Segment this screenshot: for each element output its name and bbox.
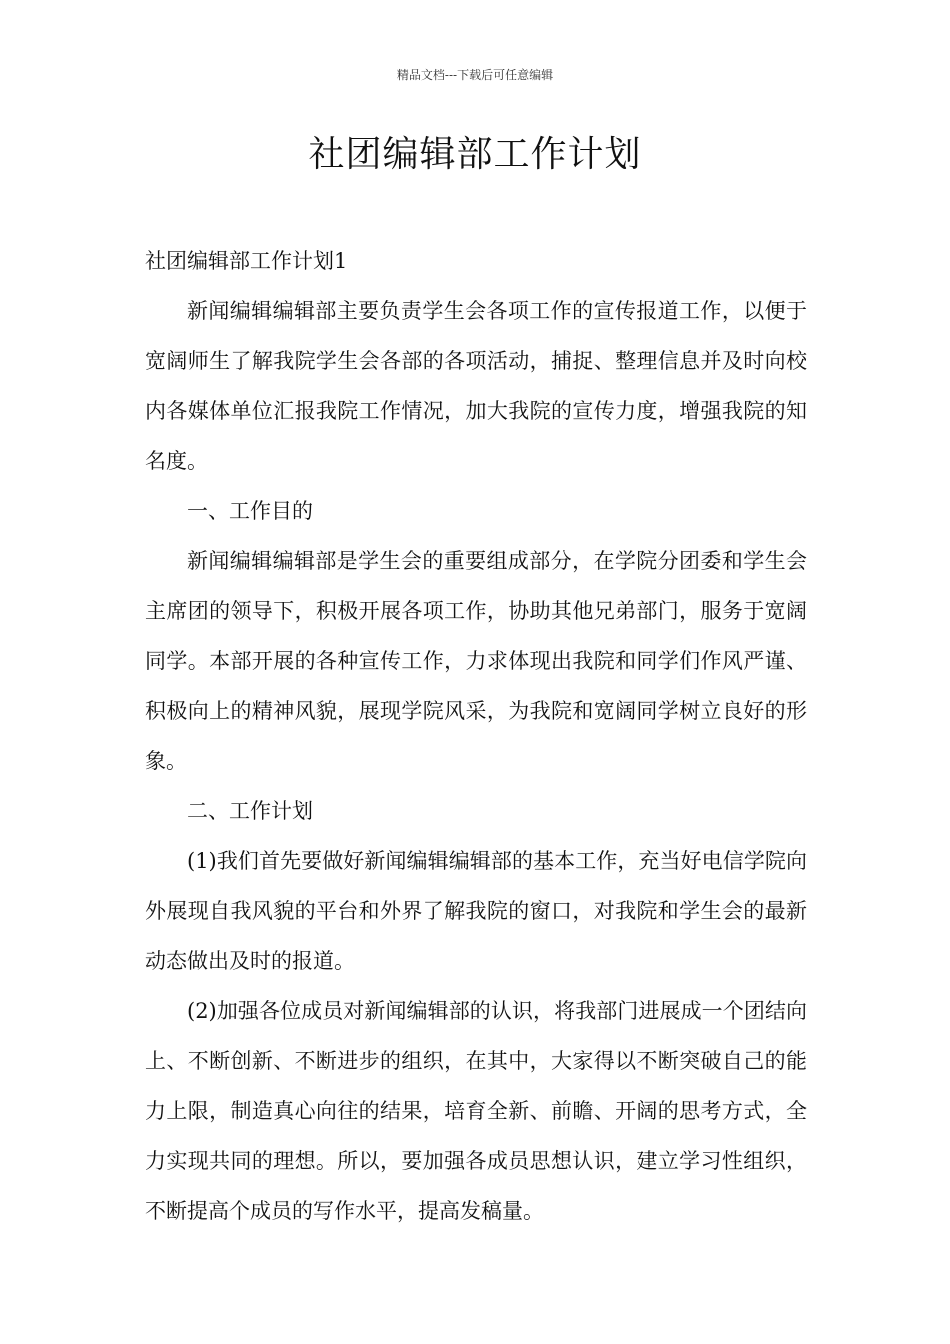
paragraph-work-goal: 新闻编辑编辑部是学生会的重要组成部分，在学院分团委和学生会主席团的领导下，积极开展各项工作，协助其他兄弟部门，服务于宽阔同学。本部开展的各种宣传工作，力求体现出我院和同学们作风严谨、积极向上的精神风貌，展现学院风采，为我院和宽阔同学树立良好的形象。 bbox=[145, 549, 807, 773]
header-note: 精品文档---下载后可任意编辑 bbox=[396, 68, 554, 82]
section-heading: 社团编辑部工作计划1 bbox=[145, 249, 348, 273]
heading-work-goal: 一、工作目的 bbox=[187, 499, 313, 523]
paragraph-plan-1: (1)我们首先要做好新闻编辑编辑部的基本工作，充当好电信学院向外展现自我风貌的平台和外界了解我院的窗口，对我院和学生会的最新动态做出及时的报道。 bbox=[145, 849, 807, 973]
document-body bbox=[145, 236, 807, 1236]
paragraph-intro: 新闻编辑编辑部主要负责学生会各项工作的宣传报道工作，以便于宽阔师生了解我院学生会各部的各项活动，捕捉、整理信息并及时向校内各媒体单位汇报我院工作情况，加大我院的宣传力度，增强我院的知名度。 bbox=[145, 299, 807, 473]
heading-work-plan: 二、工作计划 bbox=[187, 799, 313, 823]
document-title: 社团编辑部工作计划 bbox=[308, 134, 642, 175]
paragraph-plan-2: (2)加强各位成员对新闻编辑部的认识，将我部门进展成一个团结向上、不断创新、不断进步的组织，在其中，大家得以不断突破自己的能力上限，制造真心向往的结果，培育全新、前瞻、开阔的思考方式，全力实现共同的理想。所以，要加强各成员思想认识，建立学习性组织，不断提高个成员的写作水平，提高发稿量。 bbox=[145, 999, 807, 1223]
